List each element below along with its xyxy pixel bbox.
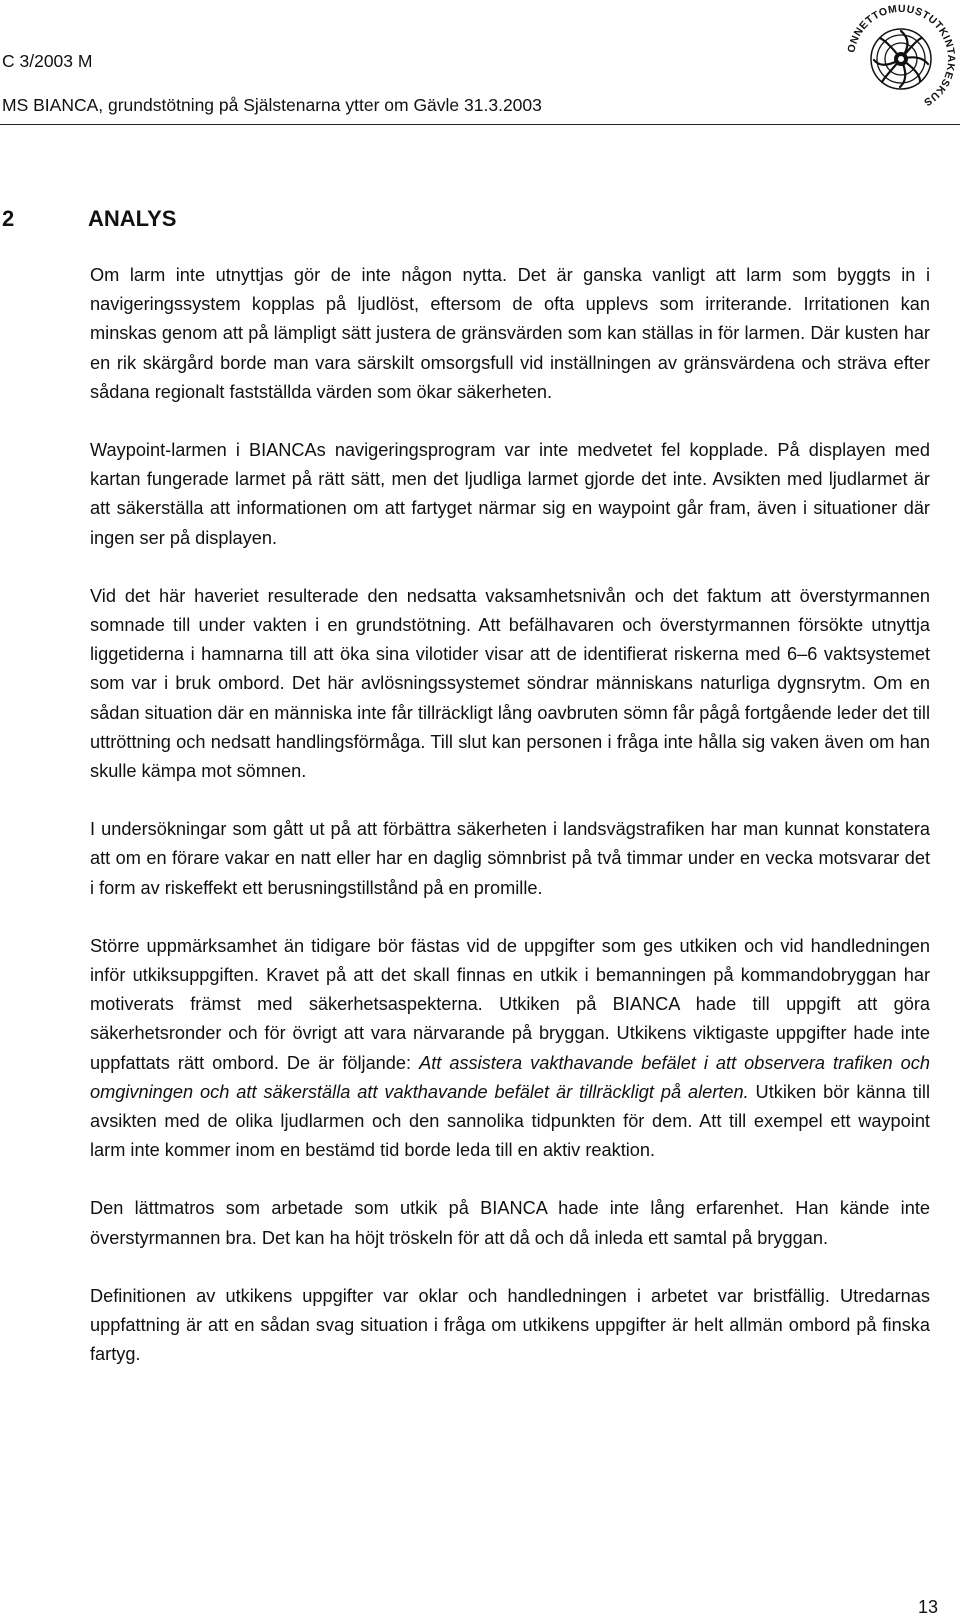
lookout-duties-definition: Att assistera vakthavande befälet i att observera trafiken och omgivningen och att säkerställa att vakthavande befälet är tillräckligt på alerten. — [90, 1052, 930, 1102]
document-code: C 3/2003 M — [2, 51, 93, 71]
section-title: ANALYS — [88, 206, 177, 231]
paragraph-lookout-duties — [90, 932, 930, 1166]
paragraph-watch-system: Vid det här haveriet resulterade den nedsatta vaksamhetsnivån och det faktum att överstyrmannen somnade till under vakten i en grundstötning. Att befälhavaren och överstyrmannen försökte utnyttja liggetiderna i hamnarna till att öka sina vilotider visar att de identifierat riskerna med 6–6 vaktsystemet som var i bruk ombord. Det här avlösningssystemet söndrar människans naturliga dygnsrytm. Om en sådan situation där en människa inte får tillräckligt lång oavbruten sömn får pågå fortgående leder det till uttröttning och nedsatt handlingsförmåga. Till slut kan personen i fråga inte hålla sig vaken även om han skulle kämpa mot sömnen. — [90, 585, 930, 782]
lookout-duties-text-b: Utkiken bör känna till avsikten med de olika ljudlarmen och den sannolika tidpunkten för dem. Att till exempel ett waypoint larm inte kommer inom en bestämd tid borde leda till en aktiv reaktion. — [90, 1081, 930, 1161]
paragraph-duty-definition: Definitionen av utkikens uppgifter var oklar och handledningen i arbetet var bristfällig. Utredarnas uppfattning är att en sådan svag situation i fråga om utkikens uppgifter är helt allmän ombord på finska fartyg. — [90, 1285, 930, 1365]
paragraph-alarm-usage: Om larm inte utnyttjas gör de inte någon nytta. Det är ganska vanligt att larm som byggts in i navigeringssystem kopplas på ljudlöst, eftersom de ofta upplevs som irriterande. Irritationen kan minskas genom att på lämpligt sätt justera de gränsvärden som kan ställas in för larmen. Där kusten har en rik skärgård borde man vara särskilt omsorgsfull vid inställningen av gränsvärdena och sträva efter sådana regionalt fastställda värden som ökar säkerheten. — [90, 265, 930, 402]
section-number: 2 — [2, 206, 15, 231]
paragraph-seaman-experience: Den lättmatros som arbetade som utkik på BIANCA hade inte lång erfarenhet. Han kände inte överstyrmannen bra. Det kan ha höjt tröskeln för att då och då inleda ett samtal på bryggan. — [90, 1198, 930, 1248]
paragraph-waypoint-alarms: Waypoint-larmen i BIANCAs navigeringsprogram var inte medvetet fel kopplade. På displayen med kartan fungerade larmet på rätt sätt, men det ljudliga larmet gjorde det inte. Avsikten med ljudlarmet är att säkerställa att informationen om att fartyget närmar sig en waypoint går fram, även i situationer där ingen ser på displayen. — [90, 440, 930, 548]
page-header — [0, 0, 960, 126]
paragraph-road-traffic-study: I undersökningar som gått ut på att förbättra säkerheten i landsvägstrafiken har man kunnat konstatera att om en förare vakar en natt eller har en daglig sömnbrist på två timmar under en vecka motsvarar det i form av riskeffekt ett berusningstillstånd på en promille. — [90, 819, 930, 898]
page-number: 13 — [917, 1597, 938, 1617]
section-heading — [2, 205, 176, 233]
document-title: MS BIANCA, grundstötning på Själstenarna ytter om Gävle 31.3.2003 — [2, 95, 542, 115]
accident-investigation-board-logo — [844, 2, 958, 116]
lookout-duties-text-a: Större uppmärksamhet än tidigare bör fästas vid de uppgifter som ges utkiken och vid handledningen inför utkiksuppgiften. Kravet på att det skall finnas en utkik i bemanningen på kommandobryggan har motiverats främst med säkerhetsaspekterna. Utkiken på BIANCA hade till uppgift att göra säkerhetsronder och för övrigt att vara närvarande på bryggan. Utkikens viktigaste uppgifter hade inte uppfattats rätt ombord. De är följande: — [90, 935, 930, 1073]
analysis-body — [90, 261, 930, 1399]
logo-lettering: ONNETTOMUUSTUTKINTAKESKUS — [845, 2, 958, 109]
header-divider — [0, 124, 960, 125]
